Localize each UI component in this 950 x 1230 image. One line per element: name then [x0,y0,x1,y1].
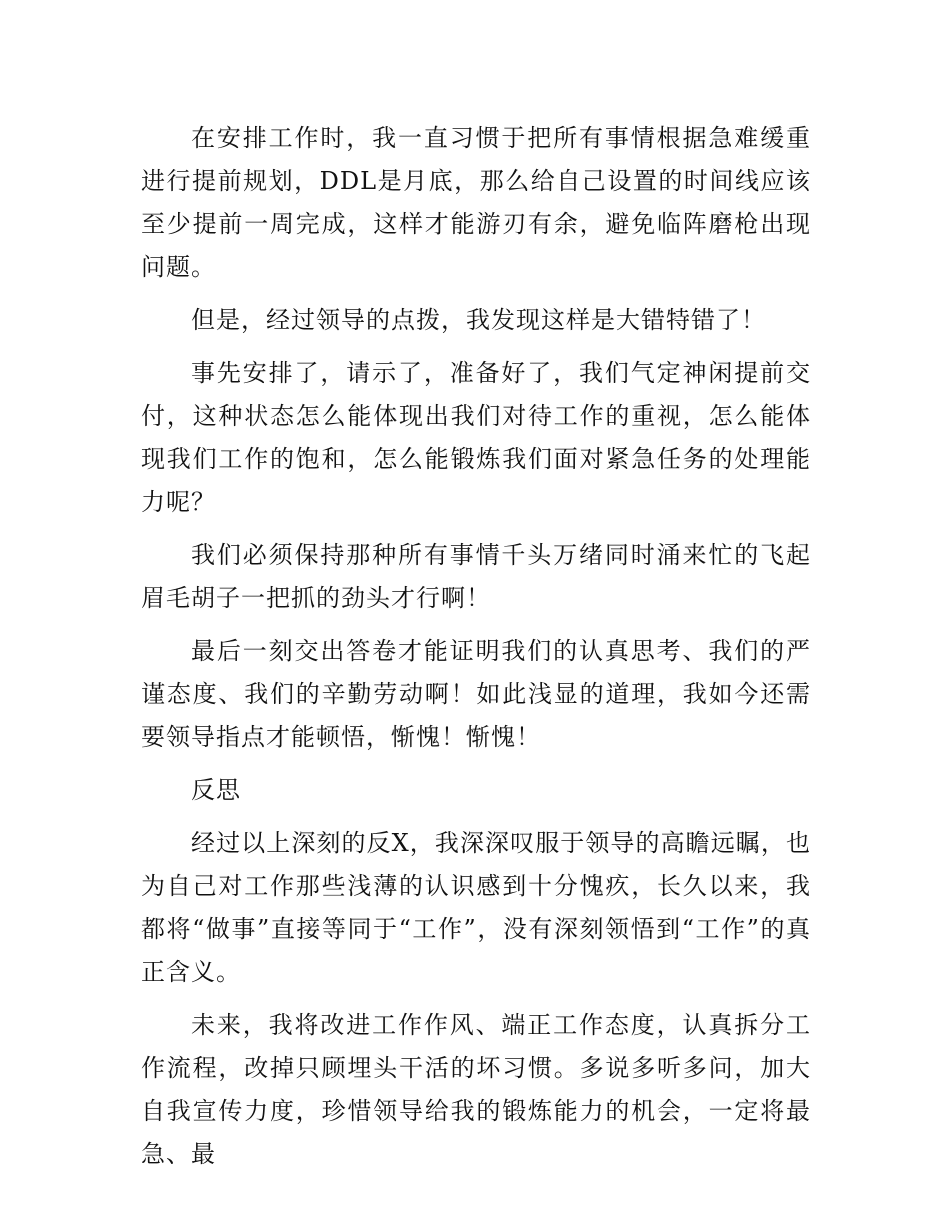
paragraph-planning: 在安排工作时，我一直习惯于把所有事情根据急难缓重进行提前规划，DDL是月底，那么给自己设置的时间线应该至少提前一周完成，这样才能游刃有余，避免临阵磨枪出现问题。 [141,124,811,281]
paragraph-advance-delivery: 事先安排了，请示了，准备好了，我们气定神闲提前交付，这种状态怎么能体现出我们对待工作的重视，怎么能体现我们工作的饱和，怎么能锻炼我们面对紧急任务的处理能力呢？ [141,359,811,516]
section-heading-reflection: 反思 [191,776,241,804]
paragraph-future-plans: 未来，我将改进工作作风、端正工作态度，认真拆分工作流程，改掉只顾埋头干活的坏习惯。多说多听多问，加大自我宣传力度，珍惜领导给我的锻炼能力的机会，一定将最急、最 [141,1011,811,1168]
paragraph-busy-attitude: 我们必须保持那种所有事情千头万绪同时涌来忙的飞起眉毛胡子一把抓的劲头才行啊！ [141,541,811,612]
paragraph-realization: 但是，经过领导的点拨，我发现这样是大错特错了！ [191,306,766,334]
document-body [141,117,811,1186]
paragraph-reflection: 经过以上深刻的反X，我深深叹服于领导的高瞻远瞩，也为自己对工作那些浅薄的认识感到十分愧疚，长久以来，我都将“做事”直接等同于“工作”，没有深刻领悟到“工作”的真正含义。 [141,829,811,986]
paragraph-last-minute: 最后一刻交出答卷才能证明我们的认真思考、我们的严谨态度、我们的辛勤劳动啊！如此浅显的道理，我如今还需要领导指点才能顿悟，惭愧！惭愧！ [141,637,811,751]
